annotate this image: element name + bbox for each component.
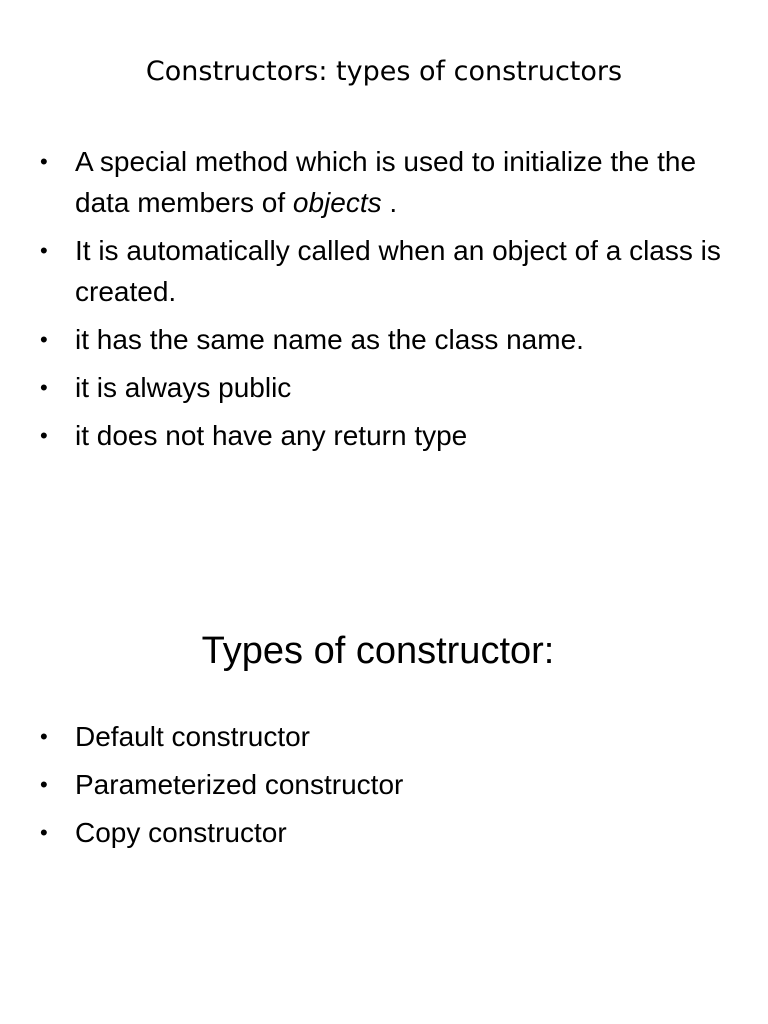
- bullet-text: It is automatically called when an object of a class is created.: [75, 235, 721, 307]
- bullet-text: Default constructor: [75, 721, 310, 752]
- list-item: [40, 716, 740, 757]
- list-item: [40, 230, 740, 312]
- bullet-icon: •: [40, 820, 48, 845]
- slide-title: Constructors: types of constructors: [145, 56, 623, 87]
- bullet-icon: •: [40, 149, 48, 174]
- list-item: [40, 319, 740, 360]
- bullet-icon: •: [40, 327, 48, 352]
- list-item: [40, 812, 740, 853]
- bullet-text: it has the same name as the class name.: [75, 324, 584, 355]
- definition-bullet-list: [40, 141, 740, 463]
- bullet-text: Copy constructor: [75, 817, 287, 848]
- bullet-text: it does not have any return type: [75, 420, 468, 451]
- bullet-icon: •: [40, 423, 48, 448]
- bullet-icon: •: [40, 724, 48, 749]
- bullet-text-end: .: [381, 187, 398, 218]
- bullet-icon: •: [40, 238, 48, 263]
- list-item: [40, 415, 740, 456]
- list-item: [40, 764, 740, 805]
- bullet-icon: •: [40, 772, 48, 797]
- bullet-text: it is always public: [75, 372, 292, 403]
- bullet-icon: •: [40, 375, 48, 400]
- bullet-text: Parameterized constructor: [75, 769, 404, 800]
- list-item: [40, 141, 740, 223]
- list-item: [40, 367, 740, 408]
- section-heading: Types of constructor:: [201, 630, 555, 672]
- bullet-text: A special method which is used to initialize the the data members of: [75, 146, 697, 218]
- bullet-emphasis: objects: [292, 187, 382, 218]
- constructor-types-list: [40, 716, 740, 860]
